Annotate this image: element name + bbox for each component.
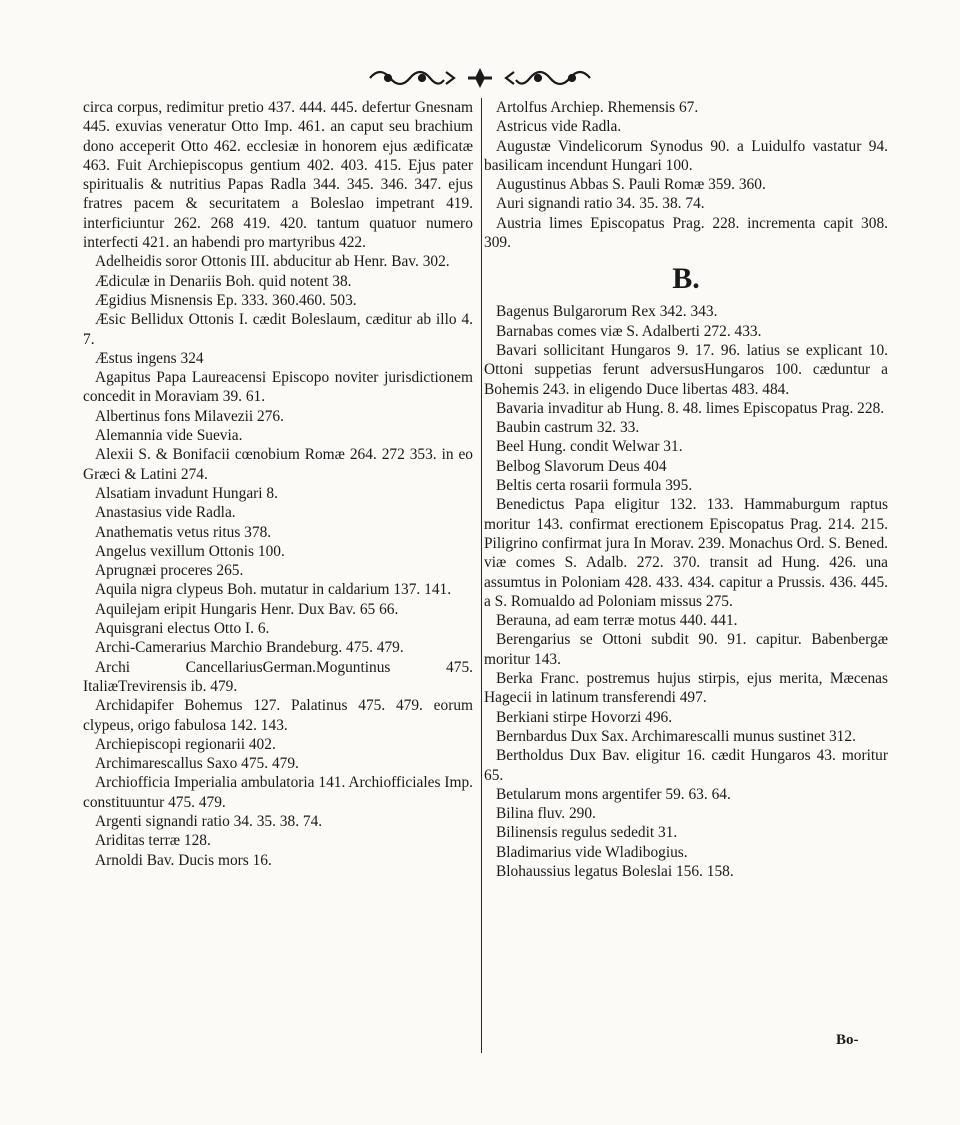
index-entry: Blohaussius legatus Boleslai 156. 158. [496, 862, 734, 880]
index-entry: Alsatiam invadunt Hungari 8. [95, 484, 278, 502]
index-entry: Bladimarius vide Wladibogius. [496, 843, 688, 861]
index-entry: Archi CancellariusGerman.Moguntinus 475. ItaliæTrevirensis ib. 479. [83, 658, 473, 695]
index-entry: Archidapifer Bohemus 127. Palatinus 475. 479. eorum clypeus, origo fabulosa 142. 143. [83, 697, 473, 734]
index-entry: Adelheidis soror Ottonis III. abducitur ab Henr. Bav. 302. [95, 253, 450, 271]
index-entry: Bernbardus Dux Sax. Archimarescalli munus sustinet 312. [496, 727, 856, 745]
section-heading-letter: B. [672, 262, 700, 296]
column-divider [481, 98, 482, 1053]
index-entry: Ædiculæ in Denariis Boh. quid notent 38. [95, 272, 352, 290]
index-entry: Berengarius se Ottoni subdit 90. 91. capitur. Babenbergæ moritur 143. [484, 631, 888, 668]
index-entry: Augustæ Vindelicorum Synodus 90. a Luidulfo vastatur 94. basilicam incendunt Hungari 100. [484, 137, 888, 174]
index-entry: Bilina fluv. 290. [496, 805, 596, 823]
index-entry: Aquila nigra clypeus Boh. mutatur in caldarium 137. 141. [95, 581, 452, 599]
right-column-entries-a [484, 98, 888, 252]
index-entry: Archimarescallus Saxo 475. 479. [95, 755, 299, 773]
index-entry: Ægidius Misnensis Ep. 333. 360.460. 503. [95, 291, 357, 309]
index-entry: Beel Hung. condit Welwar 31. [496, 438, 683, 456]
index-entry: circa corpus, redimitur pretio 437. 444. 445. defertur Gnesnam 445. exuvias veneratur Otto Imp. 461. an caput seu brachium dono acceperit Otto 462. ecclesiæ in honorem ejus ædificatæ 463. Fuit Archiepiscopus gentium 402. 403. 415. Ejus pater spiritualis & nutritius Papas Radla 344. 345. 346. 347. ejus fratres pacem & securitatem a Boleslao impetrant 419. interficiuntur 262. 268 419. 420. tantum quatuor numero interfecti 421. an habendi pro martyribus 422. [83, 99, 473, 252]
index-entry: Æsic Bellidux Ottonis I. cædit Boleslaum, cæditur ab illo 4. 7. [83, 311, 473, 348]
index-entry: Anastasius vide Radla. [95, 504, 236, 522]
index-entry: Anathematis vetus ritus 378. [95, 523, 272, 541]
index-entry: Artolfus Archiep. Rhemensis 67. [496, 99, 699, 116]
index-entry: Archi-Camerarius Marchio Brandeburg. 475. 479. [95, 639, 404, 657]
fleuron-ornament-icon [360, 64, 600, 92]
right-column [484, 98, 888, 881]
index-entry: Astricus vide Radla. [496, 118, 622, 136]
index-entry: Barnabas comes viæ S. Adalberti 272. 433. [496, 322, 762, 340]
index-entry: Archiepiscopi regionarii 402. [95, 735, 276, 753]
left-column [83, 98, 473, 870]
index-entry: Bertholdus Dux Bav. eligitur 16. cædit Hungaros 43. moritur 65. [484, 747, 888, 784]
index-entry: Berka Franc. postremus hujus stirpis, ejus merita, Mæcenas Hagecii in latinum transferendi 497. [484, 670, 888, 707]
index-entry: Arnoldi Bav. Ducis mors 16. [95, 851, 272, 869]
index-entry: Argenti signandi ratio 34. 35. 38. 74. [95, 812, 323, 830]
index-entry: Alemannia vide Suevia. [95, 427, 243, 445]
index-entry: Agapitus Papa Laureacensi Episcopo noviter jurisdictionem concedit in Moraviam 39. 61. [83, 369, 473, 406]
index-entry: Bavaria invaditur ab Hung. 8. 48. limes Episcopatus Prag. 228. [496, 399, 885, 417]
catchword: Bo- [836, 1032, 859, 1048]
index-entry: Bagenus Bulgarorum Rex 342. 343. [496, 303, 718, 321]
index-entry: Bilinensis regulus sededit 31. [496, 824, 678, 842]
index-entry: Angelus vexillum Ottonis 100. [95, 542, 285, 560]
index-entry: Belbog Slavorum Deus 404 [496, 457, 667, 475]
index-entry: Auri signandi ratio 34. 35. 38. 74. [496, 195, 705, 213]
index-entry: Aprugnæi proceres 265. [95, 562, 244, 580]
index-entry: Betularum mons argentifer 59. 63. 64. [496, 785, 731, 803]
index-entry: Benedictus Papa eligitur 132. 133. Hammaburgum raptus moritur 143. confirmat erectionem Episcopatus Prag. 214. 215. Piligrino confirmat jura In Morav. 239. Monachus Ord. S. Bened. viæ comes S. Adalb. 272. 370. transit ad Hung. 426. una assumtus in Poloniam 428. 433. 434. capitur a Prussis. 436. 445. a S. Romualdo ad Poloniam missus 275. [484, 496, 888, 610]
index-entry: Alexii S. & Bonifacii cœnobium Romæ 264. 272 353. in eo Græci & Latini 274. [83, 446, 473, 483]
index-entry: Æstus ingens 324 [95, 349, 204, 367]
index-entry: Baubin castrum 32. 33. [496, 419, 640, 437]
index-entry: Augustinus Abbas S. Pauli Romæ 359. 360. [496, 176, 766, 194]
index-entry: Ariditas terræ 128. [95, 832, 211, 850]
index-entry: Bavari sollicitant Hungaros 9. 17. 96. latius se explicant 10. Ottoni suppetias ferunt adversusHungaros 100. cæduntur a Bohemis 243. in eligendo Duce libertas 483. 484. [484, 341, 888, 398]
index-entry: Aquilejam eripit Hungaris Henr. Dux Bav. 65 66. [95, 600, 399, 618]
index-entry: Beltis certa rosarii formula 395. [496, 477, 693, 495]
index-entry: Albertinus fons Milavezii 276. [95, 407, 284, 425]
right-column-entries-b [484, 302, 888, 881]
index-entry: Aquisgrani electus Otto I. 6. [95, 620, 270, 638]
index-entry: Berkiani stirpe Hovorzi 496. [496, 708, 673, 726]
index-entry: Archiofficia Imperialia ambulatoria 141. Archiofficiales Imp. constituuntur 475. 479. [83, 774, 473, 811]
index-entry: Berauna, ad eam terræ motus 440. 441. [496, 612, 738, 630]
index-entry: Austria limes Episcopatus Prag. 228. incrementa capit 308. 309. [484, 214, 888, 252]
